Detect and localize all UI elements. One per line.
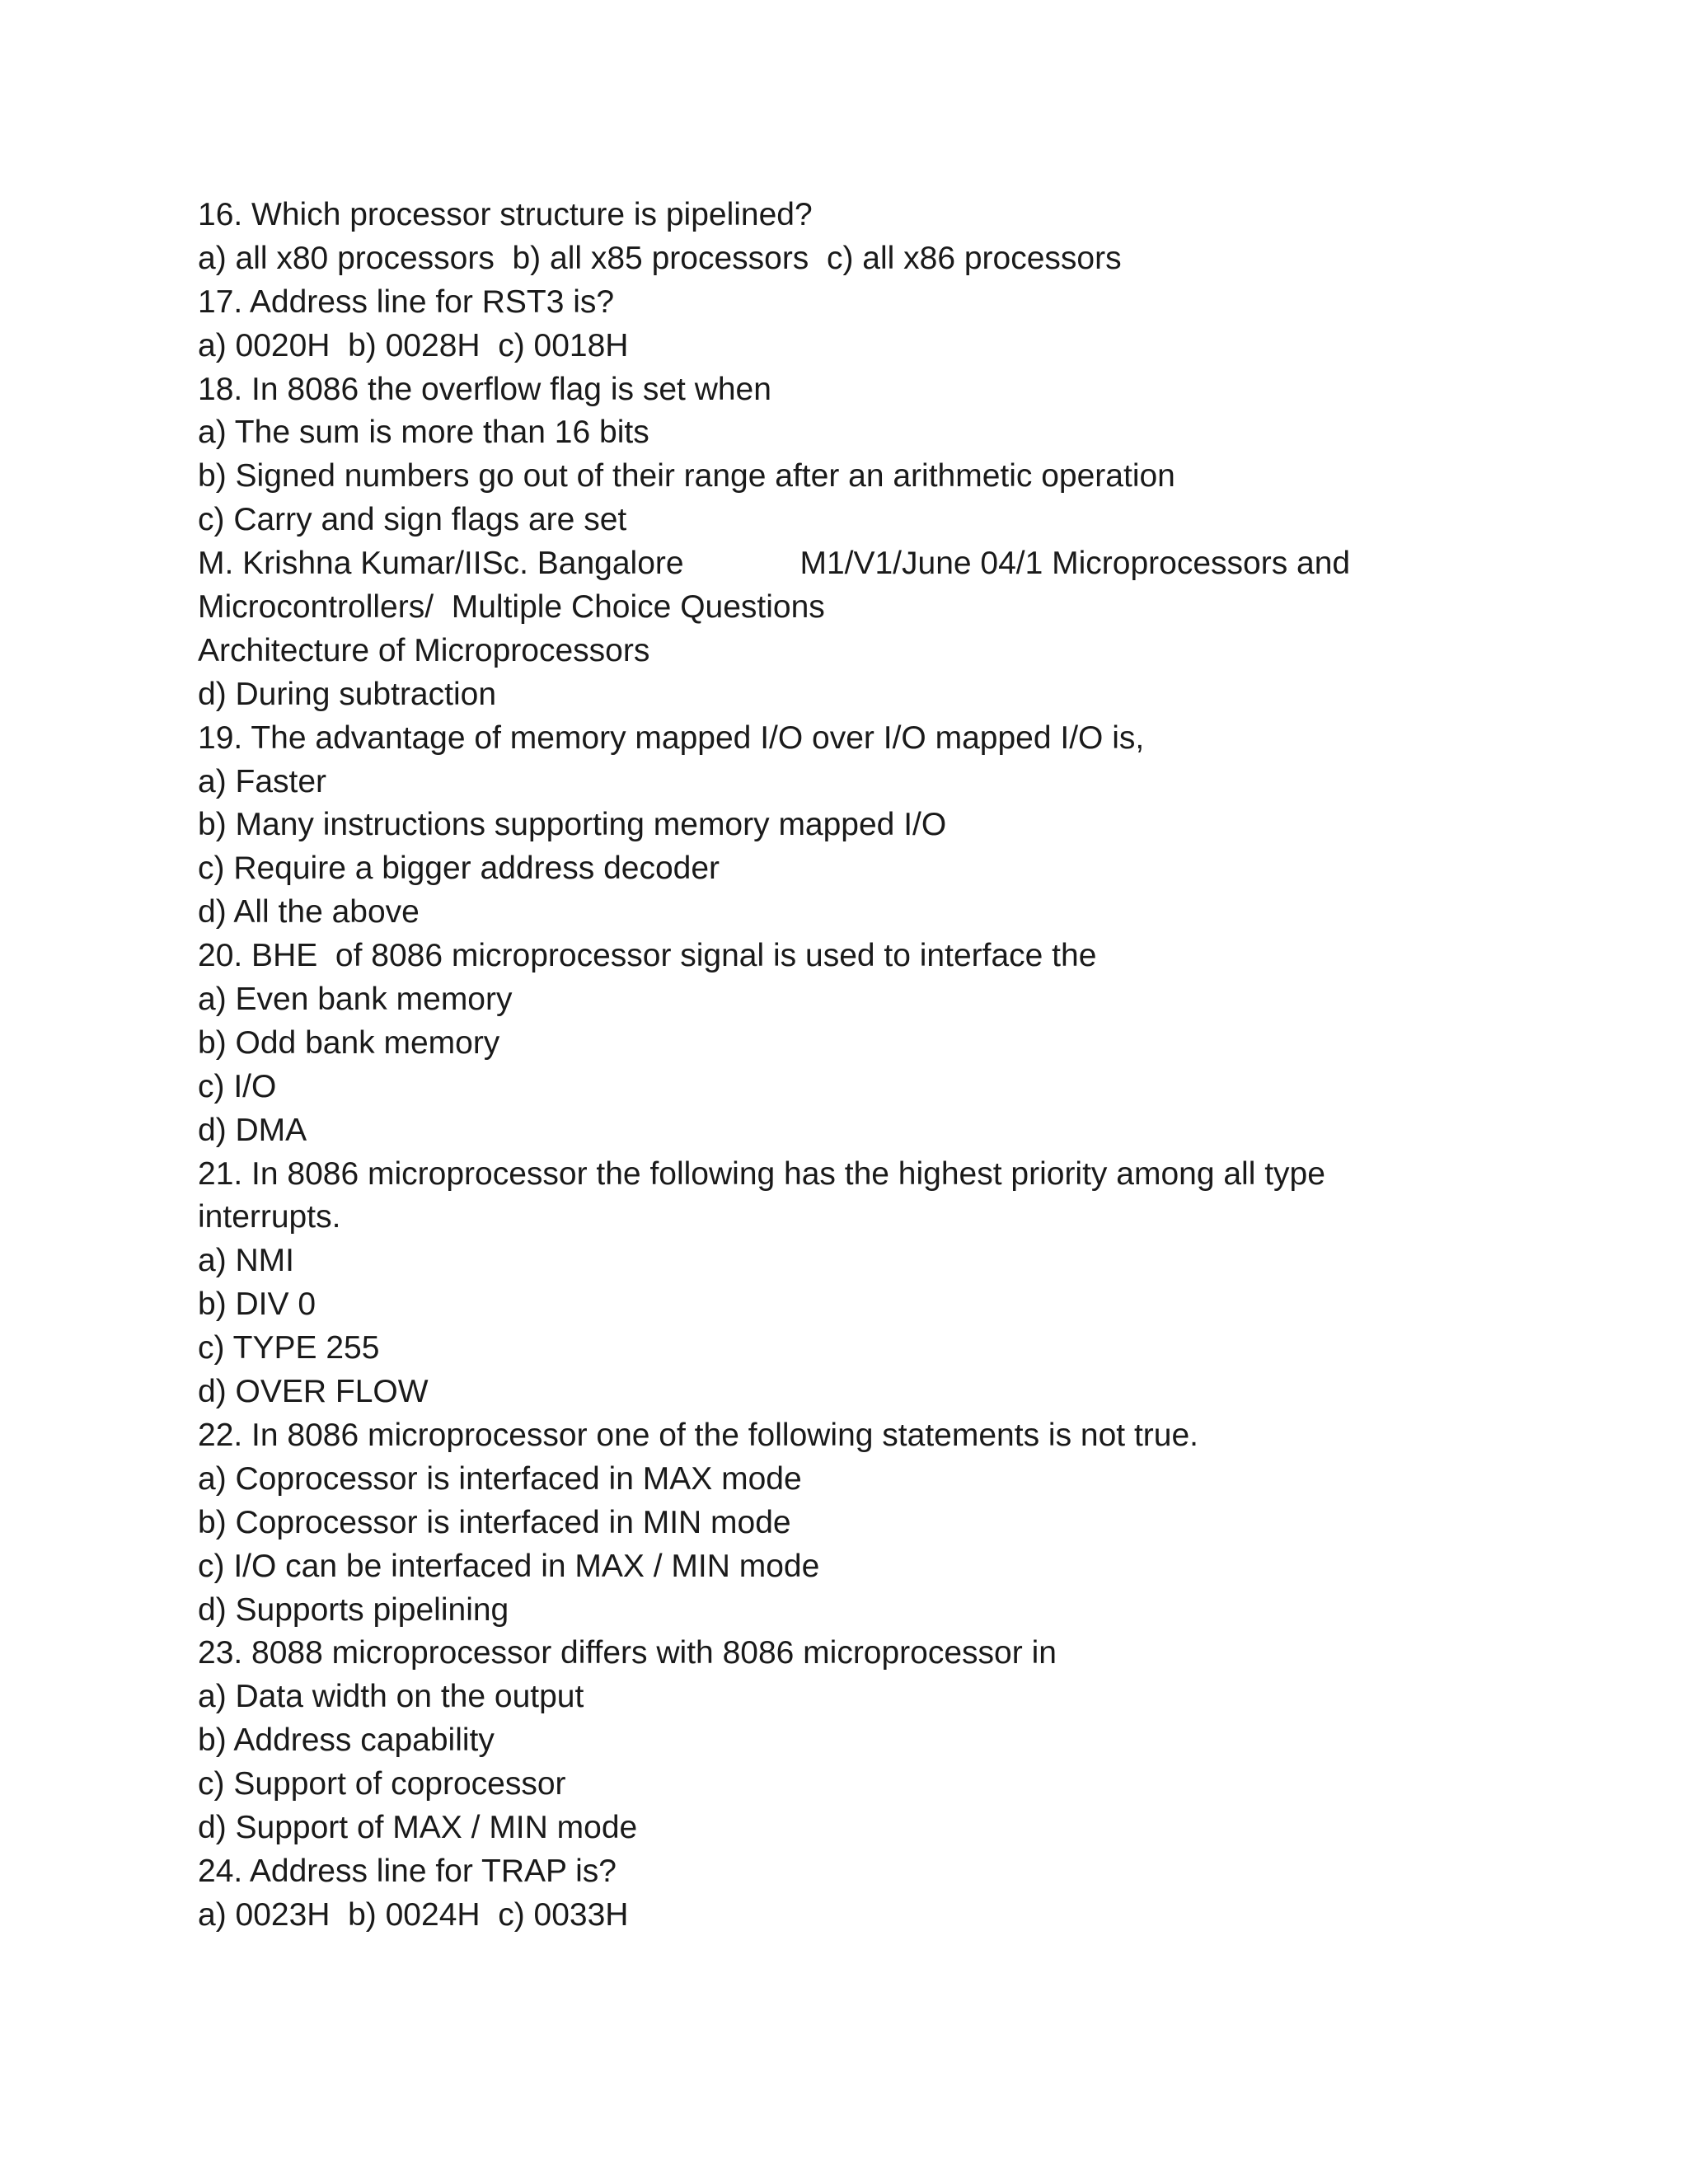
question-18-option-a: a) The sum is more than 16 bits [198, 415, 649, 451]
question-22-option-c: c) I/O can be interfaced in MAX / MIN mode [198, 1548, 820, 1584]
document-page [198, 194, 1599, 1938]
question-20-option-c: c) I/O [198, 1068, 277, 1104]
question-21-option-c: c) TYPE 255 [198, 1330, 380, 1366]
question-23-option-a: a) Data width on the output [198, 1679, 584, 1715]
question-24: 24. Address line for TRAP is? [198, 1853, 617, 1889]
question-23: 23. 8088 microprocessor differs with 8086 microprocessor in [198, 1635, 1057, 1671]
question-23-option-d: d) Support of MAX / MIN mode [198, 1809, 638, 1845]
question-21-option-a: a) NMI [198, 1243, 294, 1279]
question-17-options: a) 0020H b) 0028H c) 0018H [198, 327, 629, 363]
question-19-option-c: c) Require a bigger address decoder [198, 851, 720, 887]
question-18-option-d: d) During subtraction [198, 676, 497, 712]
question-19-option-d: d) All the above [198, 894, 420, 930]
question-17: 17. Address line for RST3 is? [198, 284, 615, 320]
question-18: 18. In 8086 the overflow flag is set when [198, 371, 771, 407]
question-20-option-b: b) Odd bank memory [198, 1024, 500, 1061]
question-21-option-d: d) OVER FLOW [198, 1374, 429, 1410]
question-23-option-c: c) Support of coprocessor [198, 1766, 566, 1802]
question-22-option-b: b) Coprocessor is interfaced in MIN mode [198, 1504, 791, 1540]
question-20-option-d: d) DMA [198, 1112, 307, 1148]
question-19-option-a: a) Faster [198, 763, 327, 799]
question-23-option-b: b) Address capability [198, 1722, 495, 1759]
question-22-option-a: a) Coprocessor is interfaced in MAX mode [198, 1460, 802, 1497]
question-22: 22. In 8086 microprocessor one of the following statements is not true. [198, 1417, 1198, 1453]
question-21: 21. In 8086 microprocessor the following has the highest priority among all type [198, 1155, 1325, 1192]
section-heading: Architecture of Microprocessors [198, 632, 650, 668]
question-21-option-b: b) DIV 0 [198, 1286, 316, 1323]
question-19-option-b: b) Many instructions supporting memory mapped I/O [198, 807, 947, 843]
question-22-option-d: d) Supports pipelining [198, 1591, 509, 1628]
question-20: 20. BHE of 8086 microprocessor signal is used to interface the [198, 938, 1097, 974]
running-header-line-2: Microcontrollers/ Multiple Choice Questions [198, 589, 825, 626]
question-16-options: a) all x80 processors b) all x85 processors c) all x86 processors [198, 240, 1122, 276]
question-16: 16. Which processor structure is pipelined? [198, 197, 813, 232]
question-21-continued: interrupts. [198, 1199, 341, 1235]
question-18-option-c: c) Carry and sign flags are set [198, 502, 627, 538]
question-19: 19. The advantage of memory mapped I/O over I/O mapped I/O is, [198, 719, 1145, 756]
question-24-options: a) 0023H b) 0024H c) 0033H [198, 1896, 629, 1933]
question-20-option-a: a) Even bank memory [198, 982, 513, 1018]
running-header-line-1: M. Krishna Kumar/IISc. Bangalore M1/V1/June 04/1 Microprocessors and [198, 546, 1351, 582]
question-18-option-b: b) Signed numbers go out of their range after an arithmetic operation [198, 458, 1175, 494]
